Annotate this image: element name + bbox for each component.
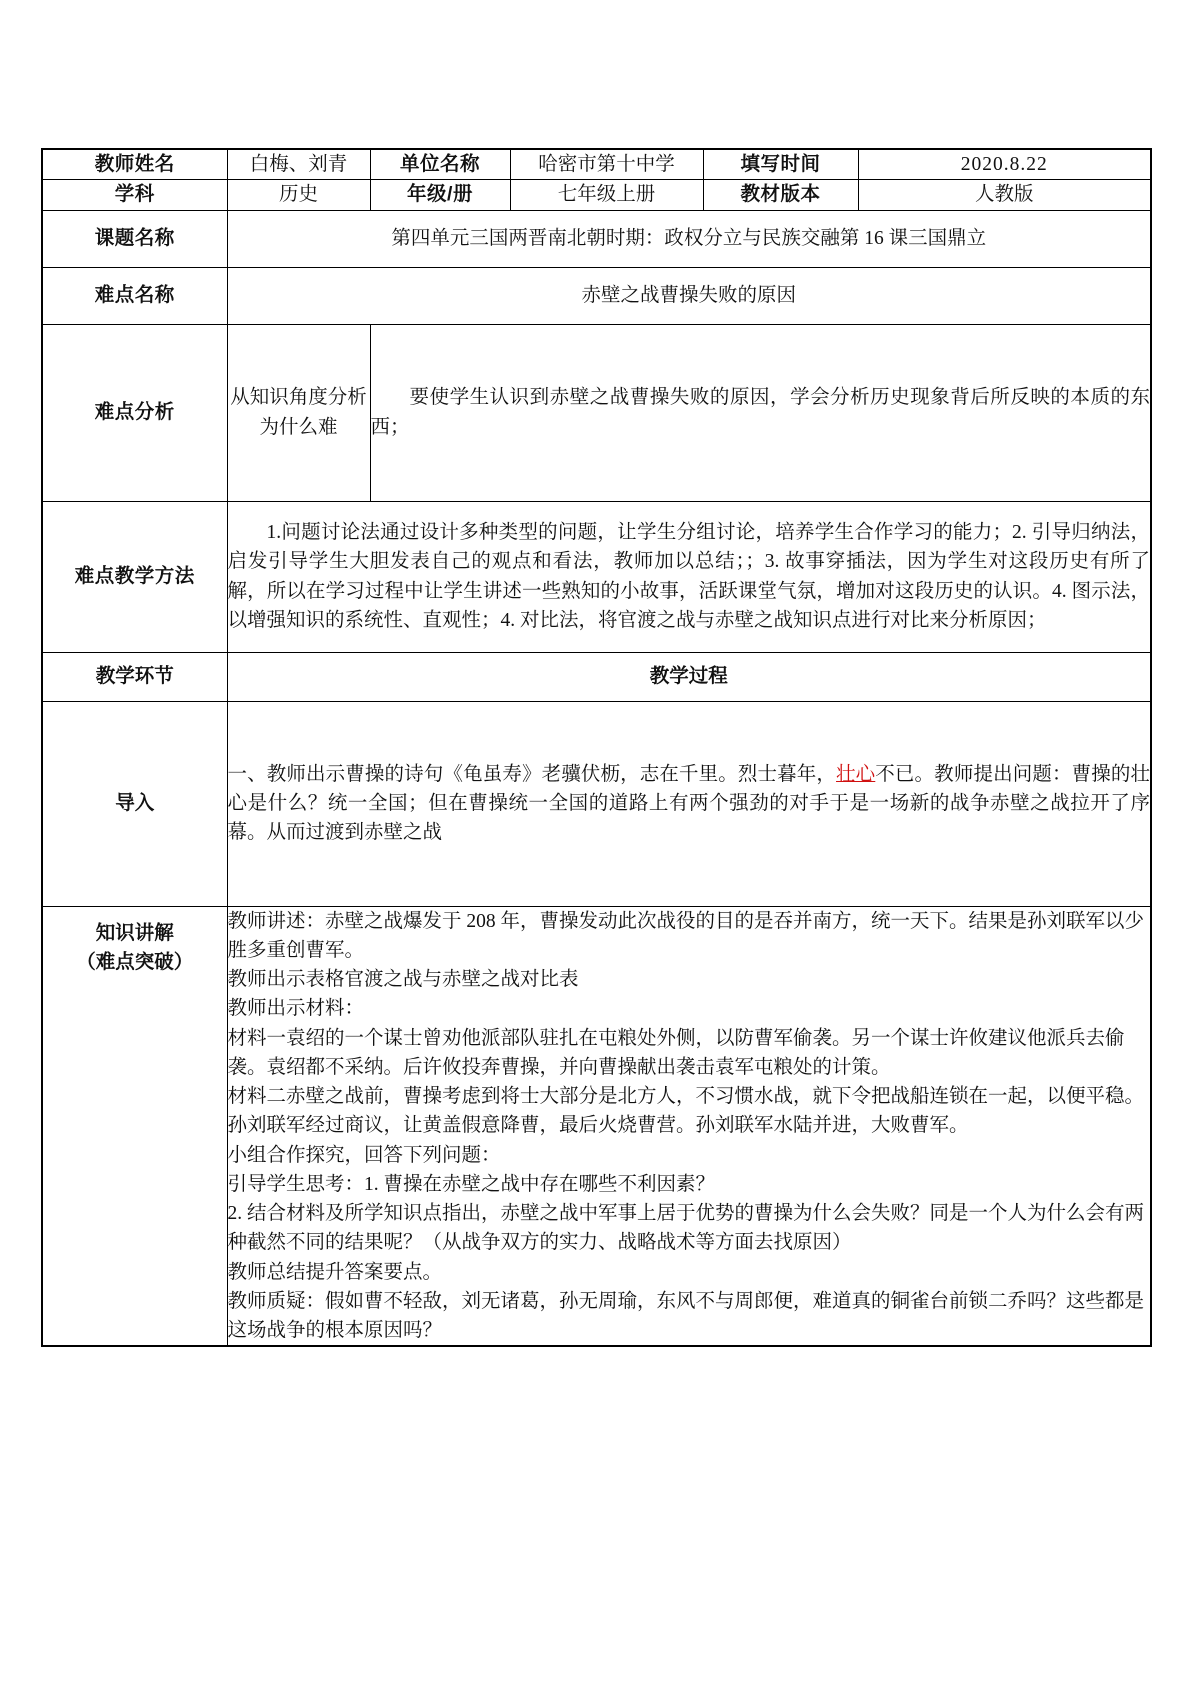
content-intro [227, 701, 1151, 906]
label-fill-date: 填写时间 [703, 149, 858, 180]
value-textbook-edition: 人教版 [858, 180, 1151, 210]
table-row-process-header [42, 652, 1151, 701]
content-teaching-method [227, 501, 1151, 652]
table-row-difficulty-analysis [42, 324, 1151, 501]
intro-highlight-text: 壮心 [836, 763, 876, 785]
knowledge-paragraph: 小组合作探究，回答下列问题： [227, 1144, 501, 1166]
table-row-difficulty-name [42, 267, 1151, 324]
sublabel-knowledge-angle: 从知识角度分析为什么难 [227, 324, 370, 501]
knowledge-paragraph: 2. 结合材料及所学知识点指出，赤壁之战中军事上居于优势的曹操为什么会失败？同是一个人为什么会有两种截然不同的结果呢？（从战争双方的实力、战略战术等方面去找原因） [227, 1203, 1145, 1254]
label-teaching-stage: 教学环节 [42, 652, 227, 701]
content-knowledge-explanation [227, 906, 1151, 1346]
value-difficulty-name: 赤壁之战曹操失败的原因 [227, 267, 1151, 324]
teaching-method-paragraph: 1.问题讨论法通过设计多种类型的问题，让学生分组讨论，培养学生合作学习的能力；2. 引导归纳法，启发引导学生大胆发表自己的观点和看法，教师加以总结；；3. 故事穿插法，因为学生对这段历史有所了解，所以在学习过程中让学生讲述一些熟知的小故事，活跃课堂气氛，增加对这段历史的认识。4. 图示法，以增强知识的系统性、直观性；4. 对比法，将官渡之战与赤壁之战知识点进行对比来分析原因； [227, 522, 1151, 631]
intro-text-after: 不已。教师提出问题：曹操的壮心是什么？统一全国；但在曹操统一全国的道路上有两个强劲的对手于是一场新的战争赤壁之战拉开了序幕。从而过渡到赤壁之战 [227, 763, 1151, 844]
label-teacher-name: 教师姓名 [42, 149, 227, 180]
label-knowledge-line2: （难点突破） [76, 950, 194, 973]
label-knowledge-line1: 知识讲解 [95, 921, 174, 944]
value-unit-name: 哈密市第十中学 [510, 149, 703, 180]
content-difficulty-analysis [370, 324, 1151, 501]
knowledge-paragraph: 教师讲述：赤壁之战爆发于 208 年，曹操发动此次战役的目的是吞并南方，统一天下。结果是孙刘联军以少胜多重创曹军。 [227, 910, 1145, 961]
label-intro-stage: 导入 [42, 701, 227, 906]
knowledge-paragraph: 引导学生思考：1. 曹操在赤壁之战中存在哪些不利因素？ [227, 1173, 716, 1195]
label-difficulty-analysis: 难点分析 [42, 324, 227, 501]
knowledge-paragraph: 材料二赤壁之战前，曹操考虑到将士大部分是北方人，不习惯水战，就下令把战船连锁在一起，以便平稳。孙刘联军经过商议，让黄盖假意降曹，最后火烧曹营。孙刘联军水陆并进，大败曹军。 [227, 1086, 1145, 1137]
label-teaching-process: 教学过程 [227, 652, 1151, 701]
label-difficulty-name: 难点名称 [42, 267, 227, 324]
knowledge-paragraph: 教师出示表格官渡之战与赤壁之战对比表 [227, 969, 579, 990]
value-fill-date: 2020.8.22 [858, 149, 1151, 180]
table-row-subject-info [42, 180, 1151, 210]
table-row-teacher-info [42, 149, 1151, 180]
value-teacher-name: 白梅、刘青 [227, 149, 370, 180]
lesson-design-table [41, 148, 1152, 1347]
label-unit-name: 单位名称 [370, 149, 510, 180]
label-knowledge-explanation [42, 906, 227, 1346]
knowledge-paragraph: 教师总结提升答案要点。 [227, 1261, 443, 1283]
label-subject: 学科 [42, 180, 227, 210]
intro-text-before: 一、教师出示曹操的诗句《龟虽寿》老骥伏枥，志在千里。烈士暮年， [227, 763, 837, 785]
table-row-knowledge-explanation [42, 906, 1151, 1346]
table-row-intro [42, 701, 1151, 906]
value-topic-name: 第四单元三国两晋南北朝时期：政权分立与民族交融第 16 课三国鼎立 [227, 210, 1151, 267]
intro-paragraph [228, 760, 1151, 848]
knowledge-paragraph: 教师出示材料： [227, 998, 365, 1020]
analysis-paragraph: 要使学生认识到赤壁之战曹操失败的原因，学会分析历史现象背后所反映的本质的东西； [370, 387, 1151, 438]
label-grade-volume: 年级/册 [370, 180, 510, 210]
label-topic-name: 课题名称 [42, 210, 227, 267]
label-textbook-edition: 教材版本 [703, 180, 858, 210]
value-subject: 历史 [227, 180, 370, 210]
knowledge-paragraph: 教师质疑：假如曹不轻敌，刘无诸葛，孙无周瑜，东风不与周郎便，难道真的铜雀台前锁二乔吗？这些都是这场战争的根本原因吗？ [227, 1290, 1145, 1341]
label-teaching-method: 难点教学方法 [42, 501, 227, 652]
table-row-teaching-method [42, 501, 1151, 652]
knowledge-paragraph: 材料一袁绍的一个谋士曾劝他派部队驻扎在屯粮处外侧，以防曹军偷袭。另一个谋士许攸建议他派兵去偷袭。袁绍都不采纳。后许攸投奔曹操，并向曹操献出袭击袁军屯粮处的计策。 [227, 1027, 1125, 1078]
table-row-topic [42, 210, 1151, 267]
value-grade-volume: 七年级上册 [510, 180, 703, 210]
